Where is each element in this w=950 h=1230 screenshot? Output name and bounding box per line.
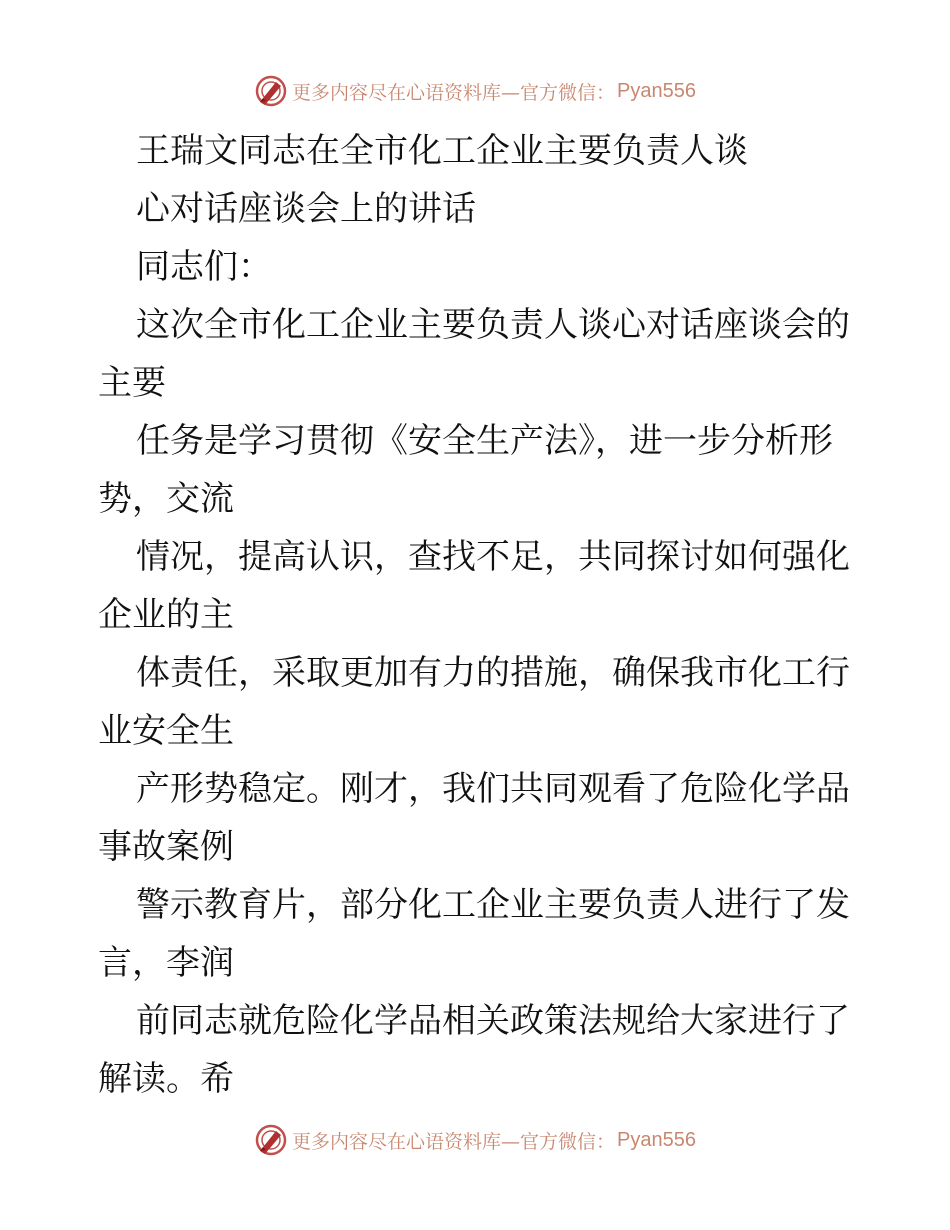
pen-logo-icon (254, 1123, 288, 1157)
text-line: 业安全生 (98, 711, 234, 751)
text-line: 同志们： (136, 247, 272, 287)
pen-logo-icon (254, 74, 288, 108)
watermark-header (0, 71, 950, 111)
text-line: 体责任，采取更加有力的措施，确保我市化工行 (136, 653, 850, 693)
watermark-handle: Pyan556 (617, 1128, 696, 1151)
text-line: 王瑞文同志在全市化工企业主要负责人谈 (136, 131, 748, 171)
text-line: 任务是学习贯彻《安全生产法》，进一步分析形 (136, 421, 833, 461)
text-line: 心对话座谈会上的讲话 (136, 189, 476, 229)
text-line: 势，交流 (98, 479, 234, 519)
text-line: 这次全市化工企业主要负责人谈心对话座谈会的 (136, 305, 850, 345)
watermark-text: 更多内容尽在心语资料库—官方微信： (292, 1130, 616, 1153)
watermark-text: 更多内容尽在心语资料库—官方微信： (292, 81, 616, 104)
text-line: 前同志就危险化学品相关政策法规给大家进行了 (136, 1001, 850, 1041)
text-line: 企业的主 (98, 595, 234, 635)
text-line: 事故案例 (98, 827, 234, 867)
text-line: 警示教育片，部分化工企业主要负责人进行了发 (136, 885, 850, 925)
watermark-handle: Pyan556 (617, 79, 696, 102)
text-line: 情况，提高认识，查找不足，共同探讨如何强化 (136, 537, 850, 577)
document-body (98, 122, 858, 1108)
text-line: 言，李润 (98, 943, 234, 983)
text-line: 解读。希 (98, 1059, 234, 1099)
watermark-footer (0, 1120, 950, 1160)
text-line: 产形势稳定。刚才，我们共同观看了危险化学品 (136, 769, 850, 809)
text-line: 主要 (98, 363, 166, 403)
